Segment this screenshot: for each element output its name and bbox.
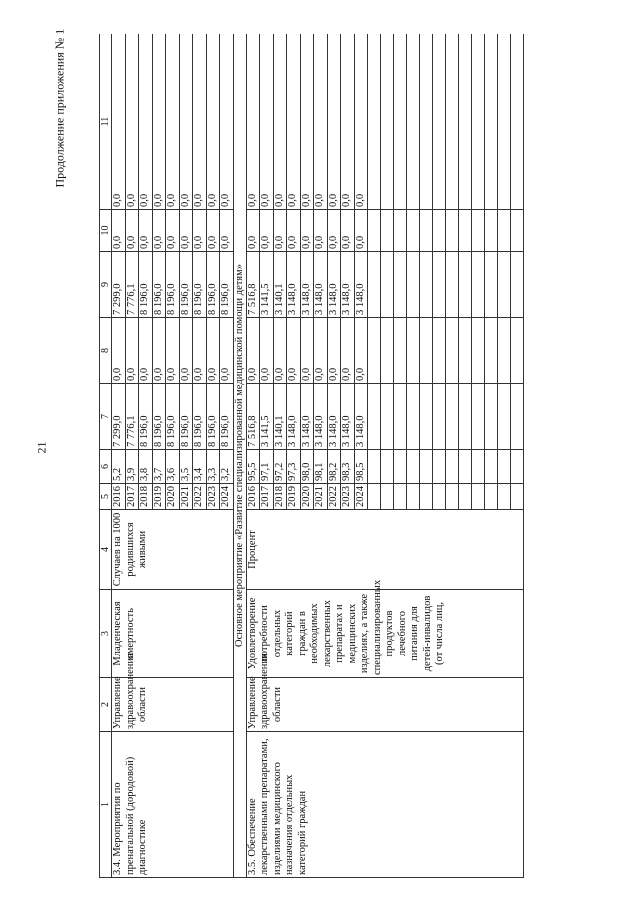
federal-funding-cell: 0,0 xyxy=(220,318,234,384)
empty-cell xyxy=(446,450,459,484)
year-cell: 2020 xyxy=(166,484,180,510)
empty-cell xyxy=(459,318,472,384)
regional-funding-cell: 8 196,0 xyxy=(166,252,180,318)
local-funding-cell: 0,0 xyxy=(314,210,328,252)
empty-cell xyxy=(407,384,420,450)
column-number-3: 3 xyxy=(100,590,112,678)
total-funding-cell: 3 148,0 xyxy=(287,384,301,450)
empty-cell xyxy=(407,34,420,210)
value-cell: 97,2 xyxy=(273,450,287,484)
empty-cell xyxy=(394,484,407,510)
total-funding-cell: 7 516,8 xyxy=(246,384,260,450)
empty-cell xyxy=(407,450,420,484)
empty-cell xyxy=(381,34,394,210)
year-cell: 2024 xyxy=(354,484,368,510)
column-number-2: 2 xyxy=(100,678,112,732)
empty-cell xyxy=(381,252,394,318)
total-funding-cell: 8 196,0 xyxy=(206,384,220,450)
local-funding-cell: 0,0 xyxy=(179,210,193,252)
total-funding-cell: 3 148,0 xyxy=(300,384,314,450)
value-cell: 3,4 xyxy=(193,450,207,484)
local-funding-cell: 0,0 xyxy=(341,210,355,252)
empty-cell xyxy=(394,210,407,252)
value-cell: 3,2 xyxy=(220,450,234,484)
empty-cell xyxy=(485,252,498,318)
other-funding-cell: 0,0 xyxy=(206,34,220,210)
other-funding-cell: 0,0 xyxy=(112,34,126,210)
page-number: 21 xyxy=(34,441,49,454)
federal-funding-cell: 0,0 xyxy=(327,318,341,384)
value-cell: 3,8 xyxy=(139,450,153,484)
empty-cell xyxy=(459,34,472,210)
year-cell: 2019 xyxy=(287,484,301,510)
responsible-cell: Управление здравоохранения области xyxy=(112,678,234,732)
empty-cell xyxy=(420,450,433,484)
year-cell: 2016 xyxy=(112,484,126,510)
regional-funding-cell: 8 196,0 xyxy=(179,252,193,318)
federal-funding-cell: 0,0 xyxy=(179,318,193,384)
empty-cell xyxy=(472,484,485,510)
total-funding-cell: 3 140,1 xyxy=(273,384,287,450)
regional-funding-cell: 8 196,0 xyxy=(152,252,166,318)
empty-cell xyxy=(459,484,472,510)
empty-cell xyxy=(472,252,485,318)
year-cell: 2020 xyxy=(300,484,314,510)
table-row xyxy=(246,34,260,878)
total-funding-cell: 3 148,0 xyxy=(354,384,368,450)
total-funding-cell: 8 196,0 xyxy=(166,384,180,450)
empty-cell xyxy=(381,450,394,484)
regional-funding-cell: 3 148,0 xyxy=(327,252,341,318)
year-cell: 2017 xyxy=(260,484,274,510)
activity-cell: 3.5. Обеспечение лекарственными препаратами, изделиями медицинского назначения отдельных категорий граждан xyxy=(246,732,524,878)
value-cell: 3,6 xyxy=(166,450,180,484)
value-cell: 98,2 xyxy=(327,450,341,484)
other-funding-cell: 0,0 xyxy=(152,34,166,210)
column-number-7: 7 xyxy=(100,384,112,450)
empty-cell xyxy=(381,210,394,252)
document-page xyxy=(99,34,545,878)
regional-funding-cell: 3 141,5 xyxy=(260,252,274,318)
empty-cell xyxy=(433,450,446,484)
regional-funding-cell: 8 196,0 xyxy=(193,252,207,318)
empty-cell xyxy=(498,484,511,510)
federal-funding-cell: 0,0 xyxy=(206,318,220,384)
table-body xyxy=(112,34,524,878)
empty-cell xyxy=(407,252,420,318)
federal-funding-cell: 0,0 xyxy=(193,318,207,384)
empty-cell xyxy=(511,34,524,210)
local-funding-cell: 0,0 xyxy=(220,210,234,252)
column-number-10: 10 xyxy=(100,210,112,252)
empty-cell xyxy=(498,210,511,252)
empty-cell xyxy=(394,384,407,450)
empty-cell xyxy=(485,484,498,510)
empty-cell xyxy=(511,318,524,384)
other-funding-cell: 0,0 xyxy=(327,34,341,210)
value-cell: 3,5 xyxy=(179,450,193,484)
empty-cell xyxy=(511,210,524,252)
empty-cell xyxy=(472,210,485,252)
empty-cell xyxy=(368,252,381,318)
federal-funding-cell: 0,0 xyxy=(112,318,126,384)
local-funding-cell: 0,0 xyxy=(112,210,126,252)
empty-cell xyxy=(446,34,459,210)
federal-funding-cell: 0,0 xyxy=(314,318,328,384)
empty-cell xyxy=(433,252,446,318)
federal-funding-cell: 0,0 xyxy=(287,318,301,384)
year-cell: 2022 xyxy=(327,484,341,510)
regional-funding-cell: 3 148,0 xyxy=(354,252,368,318)
local-funding-cell: 0,0 xyxy=(287,210,301,252)
column-number-8: 8 xyxy=(100,318,112,384)
empty-cell xyxy=(485,318,498,384)
table-row xyxy=(112,34,126,878)
value-cell: 98,3 xyxy=(341,450,355,484)
total-funding-cell: 8 196,0 xyxy=(152,384,166,450)
empty-cell xyxy=(394,252,407,318)
empty-cell xyxy=(407,210,420,252)
empty-cell xyxy=(407,484,420,510)
program-table xyxy=(99,34,524,878)
empty-cell xyxy=(368,34,381,210)
empty-cell xyxy=(394,34,407,210)
empty-cell xyxy=(511,252,524,318)
year-cell: 2021 xyxy=(179,484,193,510)
other-funding-cell: 0,0 xyxy=(179,34,193,210)
federal-funding-cell: 0,0 xyxy=(152,318,166,384)
empty-cell xyxy=(381,484,394,510)
local-funding-cell: 0,0 xyxy=(152,210,166,252)
year-cell: 2016 xyxy=(246,484,260,510)
regional-funding-cell: 8 196,0 xyxy=(220,252,234,318)
year-cell: 2021 xyxy=(314,484,328,510)
empty-cell xyxy=(498,252,511,318)
column-number-11: 11 xyxy=(100,34,112,210)
federal-funding-cell: 0,0 xyxy=(341,318,355,384)
federal-funding-cell: 0,0 xyxy=(166,318,180,384)
value-cell: 97,1 xyxy=(260,450,274,484)
local-funding-cell: 0,0 xyxy=(260,210,274,252)
column-number-5: 5 xyxy=(100,484,112,510)
column-number-row xyxy=(100,34,112,878)
total-funding-cell: 3 148,0 xyxy=(341,384,355,450)
empty-cell xyxy=(420,318,433,384)
empty-cell xyxy=(485,384,498,450)
unit-cell: Случаев на 1000 родившихся живыми xyxy=(112,510,234,590)
empty-cell xyxy=(498,450,511,484)
year-cell: 2018 xyxy=(139,484,153,510)
year-cell: 2023 xyxy=(341,484,355,510)
other-funding-cell: 0,0 xyxy=(246,34,260,210)
empty-cell xyxy=(446,384,459,450)
indicator-cell: Удовлетворение потребности отдельных категорий граждан в необходимых лекарственных препаратах и медицинских изделиях, а также специализированных продуктов лечебного питания для детей-инвалидов (от числа лиц, xyxy=(246,590,524,678)
empty-cell xyxy=(459,252,472,318)
column-number-1: 1 xyxy=(100,732,112,878)
column-number-9: 9 xyxy=(100,252,112,318)
activity-cell: 3.4. Мероприятия по пренатальной (дородовой) диагностике xyxy=(112,732,234,878)
local-funding-cell: 0,0 xyxy=(166,210,180,252)
rotated-table-container xyxy=(99,34,545,878)
other-funding-cell: 0,0 xyxy=(314,34,328,210)
regional-funding-cell: 7 299,0 xyxy=(112,252,126,318)
total-funding-cell: 3 141,5 xyxy=(260,384,274,450)
total-funding-cell: 7 299,0 xyxy=(112,384,126,450)
value-cell: 98,5 xyxy=(354,450,368,484)
local-funding-cell: 0,0 xyxy=(273,210,287,252)
empty-cell xyxy=(446,210,459,252)
local-funding-cell: 0,0 xyxy=(246,210,260,252)
total-funding-cell: 3 148,0 xyxy=(327,384,341,450)
regional-funding-cell: 3 140,1 xyxy=(273,252,287,318)
other-funding-cell: 0,0 xyxy=(139,34,153,210)
regional-funding-cell: 8 196,0 xyxy=(139,252,153,318)
total-funding-cell: 8 196,0 xyxy=(139,384,153,450)
local-funding-cell: 0,0 xyxy=(139,210,153,252)
other-funding-cell: 0,0 xyxy=(341,34,355,210)
other-funding-cell: 0,0 xyxy=(354,34,368,210)
empty-cell xyxy=(446,252,459,318)
empty-cell xyxy=(485,34,498,210)
total-funding-cell: 7 776,1 xyxy=(125,384,139,450)
federal-funding-cell: 0,0 xyxy=(354,318,368,384)
empty-cell xyxy=(446,484,459,510)
total-funding-cell: 8 196,0 xyxy=(179,384,193,450)
federal-funding-cell: 0,0 xyxy=(246,318,260,384)
responsible-cell: Управление здравоохранения области xyxy=(246,678,524,732)
empty-cell xyxy=(407,318,420,384)
federal-funding-cell: 0,0 xyxy=(125,318,139,384)
empty-cell xyxy=(433,34,446,210)
section-row xyxy=(233,34,246,878)
regional-funding-cell: 8 196,0 xyxy=(206,252,220,318)
value-cell: 98,1 xyxy=(314,450,328,484)
value-cell: 3,3 xyxy=(206,450,220,484)
empty-cell xyxy=(472,318,485,384)
value-cell: 5,2 xyxy=(112,450,126,484)
value-cell: 3,9 xyxy=(125,450,139,484)
other-funding-cell: 0,0 xyxy=(220,34,234,210)
total-funding-cell: 3 148,0 xyxy=(314,384,328,450)
empty-cell xyxy=(394,450,407,484)
column-number-6: 6 xyxy=(100,450,112,484)
total-funding-cell: 8 196,0 xyxy=(193,384,207,450)
empty-cell xyxy=(420,252,433,318)
empty-cell xyxy=(433,318,446,384)
empty-cell xyxy=(446,318,459,384)
empty-cell xyxy=(381,318,394,384)
regional-funding-cell: 7 516,8 xyxy=(246,252,260,318)
regional-funding-cell: 3 148,0 xyxy=(314,252,328,318)
empty-cell xyxy=(511,450,524,484)
empty-cell xyxy=(511,484,524,510)
empty-cell xyxy=(433,210,446,252)
local-funding-cell: 0,0 xyxy=(327,210,341,252)
empty-cell xyxy=(472,384,485,450)
empty-cell xyxy=(472,34,485,210)
continuation-note: Продолжение приложения № 1 xyxy=(52,28,67,188)
value-cell: 95,5 xyxy=(246,450,260,484)
year-cell: 2022 xyxy=(193,484,207,510)
regional-funding-cell: 3 148,0 xyxy=(341,252,355,318)
unit-cell: Процент xyxy=(246,510,524,590)
other-funding-cell: 0,0 xyxy=(166,34,180,210)
federal-funding-cell: 0,0 xyxy=(260,318,274,384)
empty-cell xyxy=(459,210,472,252)
empty-cell xyxy=(472,450,485,484)
empty-cell xyxy=(485,450,498,484)
year-cell: 2019 xyxy=(152,484,166,510)
regional-funding-cell: 3 148,0 xyxy=(300,252,314,318)
empty-cell xyxy=(498,34,511,210)
federal-funding-cell: 0,0 xyxy=(139,318,153,384)
other-funding-cell: 0,0 xyxy=(193,34,207,210)
regional-funding-cell: 7 776,1 xyxy=(125,252,139,318)
empty-cell xyxy=(459,450,472,484)
empty-cell xyxy=(368,484,381,510)
other-funding-cell: 0,0 xyxy=(273,34,287,210)
empty-cell xyxy=(485,210,498,252)
federal-funding-cell: 0,0 xyxy=(300,318,314,384)
value-cell: 3,7 xyxy=(152,450,166,484)
year-cell: 2024 xyxy=(220,484,234,510)
year-cell: 2018 xyxy=(273,484,287,510)
regional-funding-cell: 3 148,0 xyxy=(287,252,301,318)
empty-cell xyxy=(433,484,446,510)
empty-cell xyxy=(420,34,433,210)
empty-cell xyxy=(381,384,394,450)
empty-cell xyxy=(433,384,446,450)
empty-cell xyxy=(511,384,524,450)
empty-cell xyxy=(368,384,381,450)
empty-cell xyxy=(498,384,511,450)
empty-cell xyxy=(420,210,433,252)
other-funding-cell: 0,0 xyxy=(287,34,301,210)
other-funding-cell: 0,0 xyxy=(300,34,314,210)
empty-cell xyxy=(394,318,407,384)
year-cell: 2017 xyxy=(125,484,139,510)
empty-cell xyxy=(420,484,433,510)
total-funding-cell: 8 196,0 xyxy=(220,384,234,450)
value-cell: 97,3 xyxy=(287,450,301,484)
local-funding-cell: 0,0 xyxy=(125,210,139,252)
empty-cell xyxy=(420,384,433,450)
empty-cell xyxy=(368,450,381,484)
indicator-cell: Младенческая смертность xyxy=(112,590,234,678)
local-funding-cell: 0,0 xyxy=(206,210,220,252)
empty-cell xyxy=(368,318,381,384)
empty-cell xyxy=(459,384,472,450)
local-funding-cell: 0,0 xyxy=(300,210,314,252)
other-funding-cell: 0,0 xyxy=(260,34,274,210)
empty-cell xyxy=(498,318,511,384)
value-cell: 98,0 xyxy=(300,450,314,484)
local-funding-cell: 0,0 xyxy=(193,210,207,252)
other-funding-cell: 0,0 xyxy=(125,34,139,210)
local-funding-cell: 0,0 xyxy=(354,210,368,252)
column-number-4: 4 xyxy=(100,510,112,590)
empty-cell xyxy=(368,210,381,252)
year-cell: 2023 xyxy=(206,484,220,510)
federal-funding-cell: 0,0 xyxy=(273,318,287,384)
section-title: Основное мероприятие «Развитие специализированной медицинской помощи детям» xyxy=(233,34,246,878)
